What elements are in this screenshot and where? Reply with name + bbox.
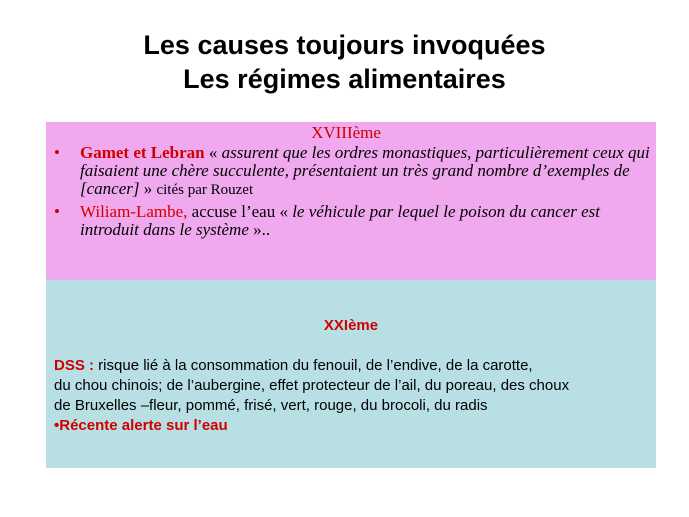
bullet-dot-icon: • [54,202,60,221]
dss-line-3: de Bruxelles –fleur, pommé, frisé, vert, rouge, du brocoli, du radis [54,397,488,414]
author-wiliam-lambe: Wiliam-Lambe, [80,202,188,221]
dss-line-2: du chou chinois; de l’aubergine, effet protecteur de l’ail, du poreau, des choux [54,377,570,394]
bullet-gamet-lebran [54,144,654,199]
twentyfirst-century-box [46,280,656,468]
bullet-dot-icon: • [54,143,60,162]
dss-text-1: risque lié à la consommation du fenouil, de l’endive, de la carotte, [94,357,533,374]
dss-line-1 [54,356,654,376]
ellipsis: .. [261,220,271,239]
century-heading-21: XXIème [323,317,379,334]
citation: cités par Rouzet [156,182,254,198]
slide-title [0,28,689,96]
verb-text: accuse l’eau « [187,202,293,221]
water-alert: •Récente alerte sur l’eau [54,417,228,434]
quote-close: » [248,220,262,239]
dss-label: DSS : [54,357,95,374]
quote-close: » [139,179,157,198]
bullet-list [54,144,654,243]
quote-open: « [204,143,222,162]
author-gamet-lebran: Gamet et Lebran [80,143,205,162]
title-line-1: Les causes toujours invoquées [143,30,546,60]
quote-text: assurent que les ordres monastiques, particulièrement ceux qui faisaient une chère succulente, présentaient un très grand nombre d’exemples de [cancer] [80,143,650,198]
bullet-wiliam-lambe [54,203,654,239]
title-line-2: Les régimes alimentaires [183,64,506,94]
dss-paragraph [54,356,654,436]
century-heading-18: XVIIIème [311,123,381,142]
quote-text: le véhicule par lequel le poison du cancer est introduit dans le système [80,202,600,239]
eighteenth-century-box [46,122,656,280]
